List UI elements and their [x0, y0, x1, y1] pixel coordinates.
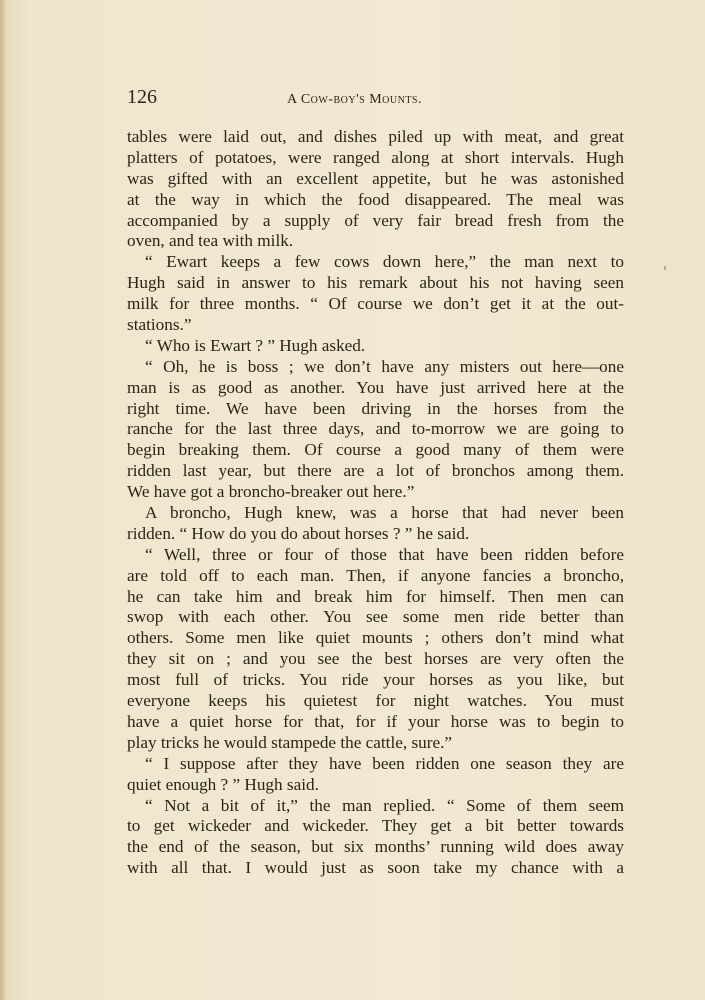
text-line: to get wickeder and wickeder. They get a bit better towards: [127, 816, 624, 836]
text-line: quiet enough ? ” Hugh said.: [127, 774, 319, 794]
text-line: oven, and tea with milk.: [127, 231, 294, 251]
text-line: “ Well, three or four of those that have been ridden before: [145, 544, 624, 564]
text-line: “ Who is Ewart ? ” Hugh asked.: [145, 335, 366, 355]
text-line: was gifted with an excellent appetite, but he was astonished: [127, 168, 624, 188]
text-line: A broncho, Hugh knew, was a horse that had never been: [145, 503, 624, 523]
text-line: at the way in which the food disappeared. The meal was: [127, 189, 624, 209]
text-line: are told off to each man. Then, if anyone fancies a broncho,: [127, 565, 624, 585]
text-line: have a quiet horse for that, for if your horse was to begin to: [127, 711, 624, 731]
text-line: begin breaking them. Of course a good many of them were: [127, 440, 624, 460]
text-line: most full of tricks. You ride your horses as you like, but: [127, 670, 624, 690]
text-line: milk for three months. “ Of course we don’t get it at the out-: [127, 294, 624, 314]
text-line: everyone keeps his quietest for night watches. You must: [127, 691, 624, 711]
text-line: “ Oh, he is boss ; we don’t have any misters out here—one: [145, 356, 624, 376]
text-line: We have got a broncho-breaker out here.”: [127, 482, 415, 502]
text-line: “ I suppose after they have been ridden one season they are: [145, 753, 624, 773]
text-line: “ Ewart keeps a few cows down here,” the man next to: [145, 252, 624, 272]
text-line: ranche for the last three days, and to-morrow we are going to: [127, 419, 624, 439]
page-binding-edge: [0, 0, 6, 1000]
text-line: stations.”: [127, 315, 192, 335]
text-line: ridden. “ How do you do about horses ? ” he said.: [127, 523, 470, 543]
text-line: the end of the season, but six months’ running wild does away: [127, 837, 624, 857]
text-line: man is as good as another. You have just arrived here at the: [127, 377, 624, 397]
text-line: Hugh said in answer to his remark about his not having seen: [127, 273, 624, 293]
running-head: [287, 92, 422, 108]
running-head-article: A: [287, 92, 297, 107]
page-header: [127, 86, 624, 112]
running-head-title: Cow-boy's Mounts.: [300, 92, 422, 107]
page-number: 126: [127, 86, 157, 108]
text-line: he can take him and break him for himself. Then men can: [127, 586, 624, 606]
text-line: accompanied by a supply of very fair bread fresh from the: [127, 210, 624, 230]
text-line: swop with each other. You see some men ride better than: [127, 607, 624, 627]
page-speck: [664, 266, 666, 270]
text-line: others. Some men like quiet mounts ; others don’t mind what: [127, 628, 624, 648]
text-line: ridden last year, but there are a lot of bronchos among them.: [127, 461, 624, 481]
text-line: they sit on ; and you see the best horses are very often the: [127, 649, 624, 669]
text-line: with all that. I would just as soon take my chance with a: [127, 858, 624, 878]
text-line: platters of potatoes, were ranged along at short intervals. Hugh: [127, 147, 624, 167]
text-line: play tricks he would stampede the cattle, sure.”: [127, 732, 453, 752]
text-line: right time. We have been driving in the horses from the: [127, 398, 624, 418]
text-line: tables were laid out, and dishes piled up with meat, and great: [127, 127, 624, 146]
text-line: “ Not a bit of it,” the man replied. “ Some of them seem: [145, 795, 624, 815]
body-text: [127, 127, 624, 879]
